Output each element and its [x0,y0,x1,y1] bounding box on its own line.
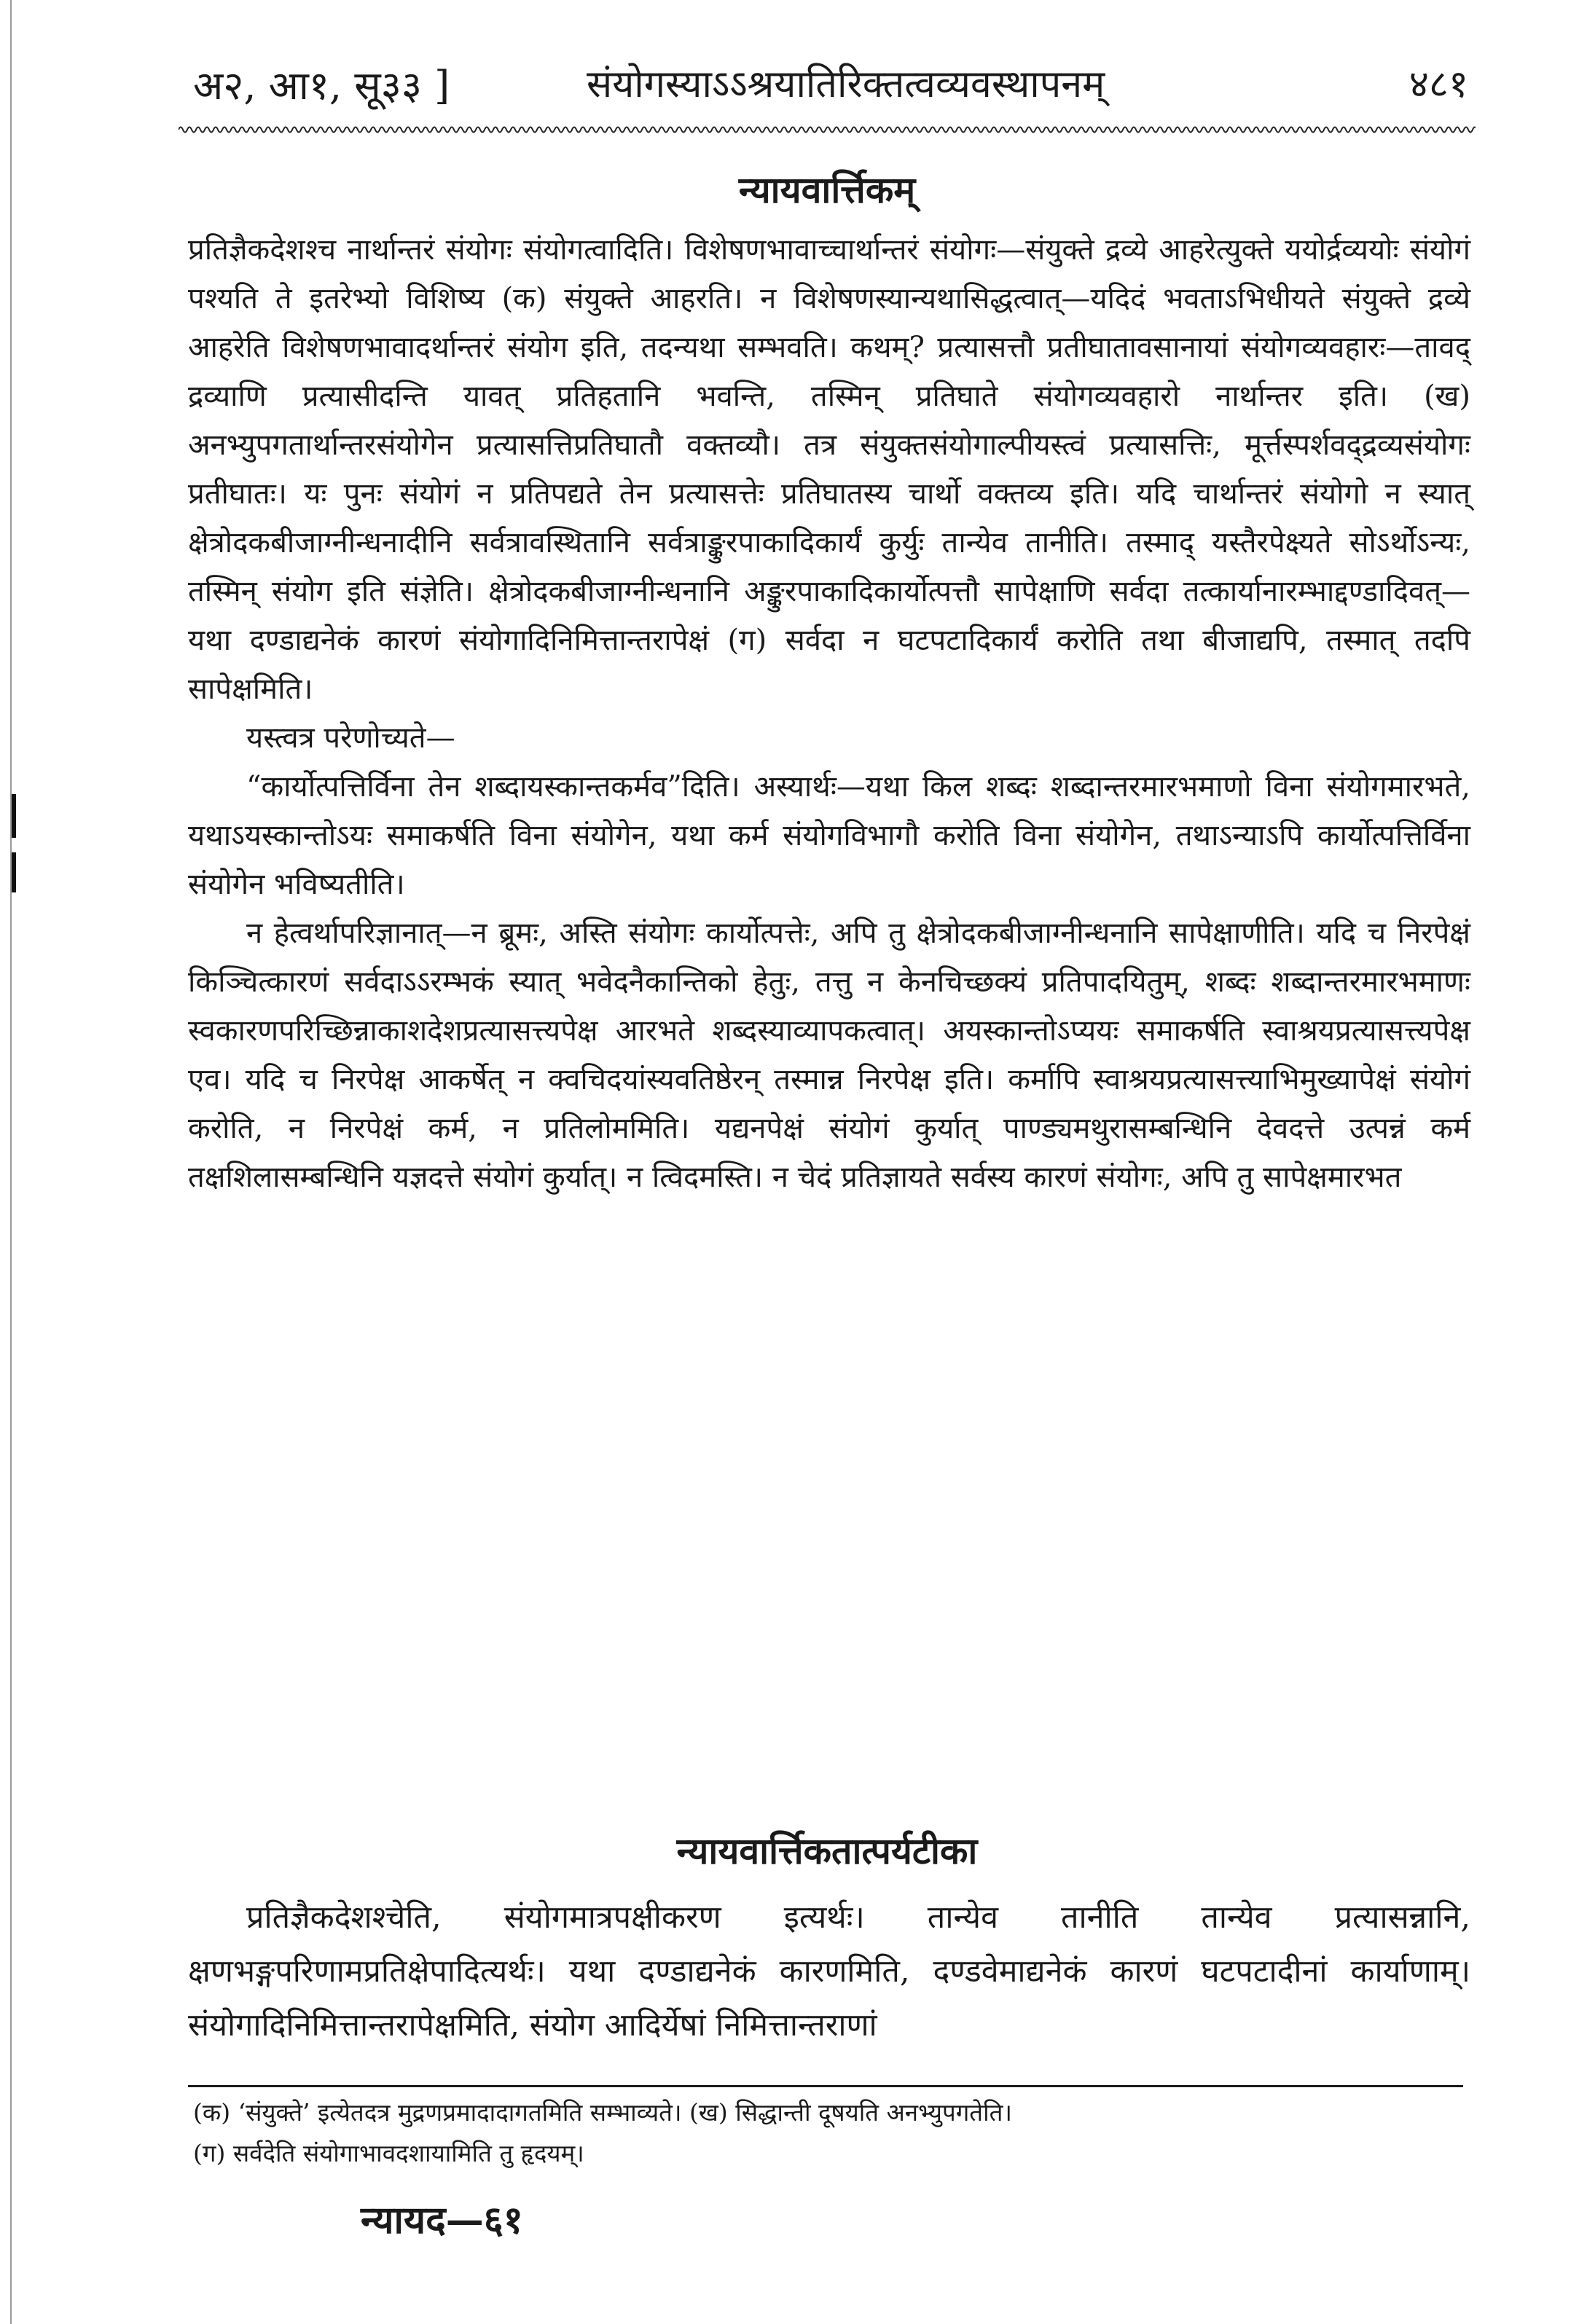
vartika-paragraph: “कार्योत्पत्तिर्विना तेन शब्दायस्कान्तकर्मव”दिति। अस्यार्थः—यथा किल शब्दः शब्दान्तरमारभमाणो विना संयोगमारभते, यथाऽयस्कान्तोऽयः समाकर्षति विना संयोगेन, यथा कर्म संयोगविभागौ करोति विना संयोगेन, तथाऽन्याऽपि कार्योत्पत्तिर्विना संयोगेन भविष्यतीति। [188,770,1470,901]
margin-mark [12,794,16,838]
tika-paragraph: प्रतिज्ञैकदेशश्चेति, संयोगमात्रपक्षीकरण इत्यर्थः। तान्येव तानीति तान्येव प्रत्यासन्नानि, क्षणभङ्गपरिणामप्रतिक्षेपादित्यर्थः। यथा दण्डाद्यनेकं कारणमिति, दण्डवेमाद्यनेकं कारणं घटपटादीनां कार्याणाम्। संयोगादिनिमित्तान्तरापेक्षमिति, संयोग आदिर्येषां निमित्तान्तराणां [188,1899,1470,2044]
signature-mark: न्यायद—६१ [361,2198,523,2242]
tika-body [188,1891,1470,2052]
footnote: (क) ‘संयुक्ते’ इत्येतदत्र मुद्रणप्रमादादागतमिति सम्भाव्यते। (ख) सिद्धान्ती दूषयति अनभ्युपगतेति। [193,2098,1012,2127]
footnote: (ग) सर्वदेति संयोगाभावदशायामिति तु हृदयम्। [193,2139,584,2167]
tika-heading: न्यायवार्त्तिकतात्पर्यटीका [676,1829,978,1872]
footnotes [193,2092,1468,2174]
vartika-paragraph: प्रतिज्ञैकदेशश्च नार्थान्तरं संयोगः संयोगत्वादिति। विशेषणभावाच्चार्थान्तरं संयोगः—संयुक्ते द्रव्ये आहरेत्युक्ते ययोर्द्रव्ययोः संयोगं पश्यति ते इतरेभ्यो विशिष्य (क) संयुक्ते आहरति। न विशेषणस्यान्यथासिद्धत्वात्—यदिदं भवताऽभिधीयते संयुक्ते द्रव्ये आहरेति विशेषणभावादर्थान्तरं संयोग इति, तदन्यथा सम्भवति। कथम्? प्रत्यासत्तौ प्रतीघातावसानायां संयोगव्यवहारः—तावद् द्रव्याणि प्रत्यासीदन्ति यावत् प्रतिहतानि भवन्ति, तस्मिन् प्रतिघाते संयोगव्यवहारो नार्थान्तर इति। (ख) अनभ्युपगतार्थान्तरसंयोगेन प्रत्यासत्तिप्रतिघातौ वक्तव्यौ। तत्र संयुक्तसंयोगाल्पीयस्त्वं प्रत्यासत्तिः, मूर्त्तस्पर्शवद्द्रव्यसंयोगः प्रतीघातः। यः पुनः संयोगं न प्रतिपद्यते तेन प्रत्यासत्तेः प्रतिघातस्य चार्थो वक्तव्य इति। यदि चार्थान्तरं संयोगो न स्यात् क्षेत्रोदकबीजाग्नीन्धनादीनि सर्वत्रावस्थितानि सर्वत्राङ्कुरपाकादिकार्यं कुर्युः तान्येव तानीति। तस्माद् यस्तैरपेक्ष्यते सोऽर्थोऽन्यः, तस्मिन् संयोग इति संज्ञेति। क्षेत्रोदकबीजाग्नीन्धनानि अङ्कुरपाकादिकार्योत्पत्तौ सापेक्षाणि सर्वदा तत्कार्यानारम्भाद्दण्डादिवत्—यथा दण्डाद्यनेकं कारणं संयोगादिनिमित्तान्तरापेक्षं (ग) सर्वदा न घटपटादिकार्यं करोति तथा बीजाद्यपि, तस्मात् तदपि सापेक्षमिति। [188,233,1470,706]
vartika-paragraph: यस्त्वत्र परेणोच्यते— [246,721,455,755]
vartika-paragraph: न हेत्वर्थापरिज्ञानात्—न ब्रूमः, अस्ति संयोगः कार्योत्पत्तेः, अपि तु क्षेत्रोदकबीजाग्नीन्धनानि सापेक्षाणीति। यदि च निरपेक्षं किञ्चित्कारणं सर्वदाऽऽरम्भकं स्यात् भवेदनैकान्तिको हेतुः, तत्तु न केनचिच्छक्यं प्रतिपादयितुम्, शब्दः शब्दान्तरमारभमाणः स्वकारणपरिच्छिन्नाकाशदेशप्रत्यासत्त्यपेक्ष आरभते शब्दस्याव्यापकत्वात्। अयस्कान्तोऽप्ययः समाकर्षति स्वाश्रयप्रत्यासत्त्यपेक्ष एव। यदि च निरपेक्ष आकर्षेत् न क्वचिदयांस्यवतिष्ठेरन् तस्मान्न निरपेक्ष इति। कर्मापि स्वाश्रयप्रत्यासत्त्याभिमुख्यापेक्षं संयोगं करोति, न निरपेक्षं कर्म, न प्रतिलोममिति। यद्यनपेक्षं संयोगं कुर्यात् पाण्ड्यमथुरासम्बन्धिनि देवदत्ते उत्पन्नं कर्म तक्षशिलासम्बन्धिनि यज्ञदत्ते संयोगं कुर्यात्। न त्विदमस्ति। न चेदं प्रतिज्ञायते सर्वस्य कारणं संयोगः, अपि तु सापेक्षमारभत [188,916,1470,1194]
running-title: संयोगस्याऽऽश्रयातिरिक्तत्वव्यवस्थापनम् [587,63,1105,106]
margin-rule [10,0,12,2324]
vartika-body [188,226,1470,1202]
running-head [193,57,1468,122]
chapter-reference: अ२, आ१, सू३३ ] [193,63,450,109]
page-number: ४८१ [1408,63,1468,106]
margin-mark [12,852,16,892]
wavy-rule [179,122,1476,137]
vartika-heading: न्यायवार्त्तिकम् [738,168,916,211]
footnote-rule [188,2085,1463,2087]
